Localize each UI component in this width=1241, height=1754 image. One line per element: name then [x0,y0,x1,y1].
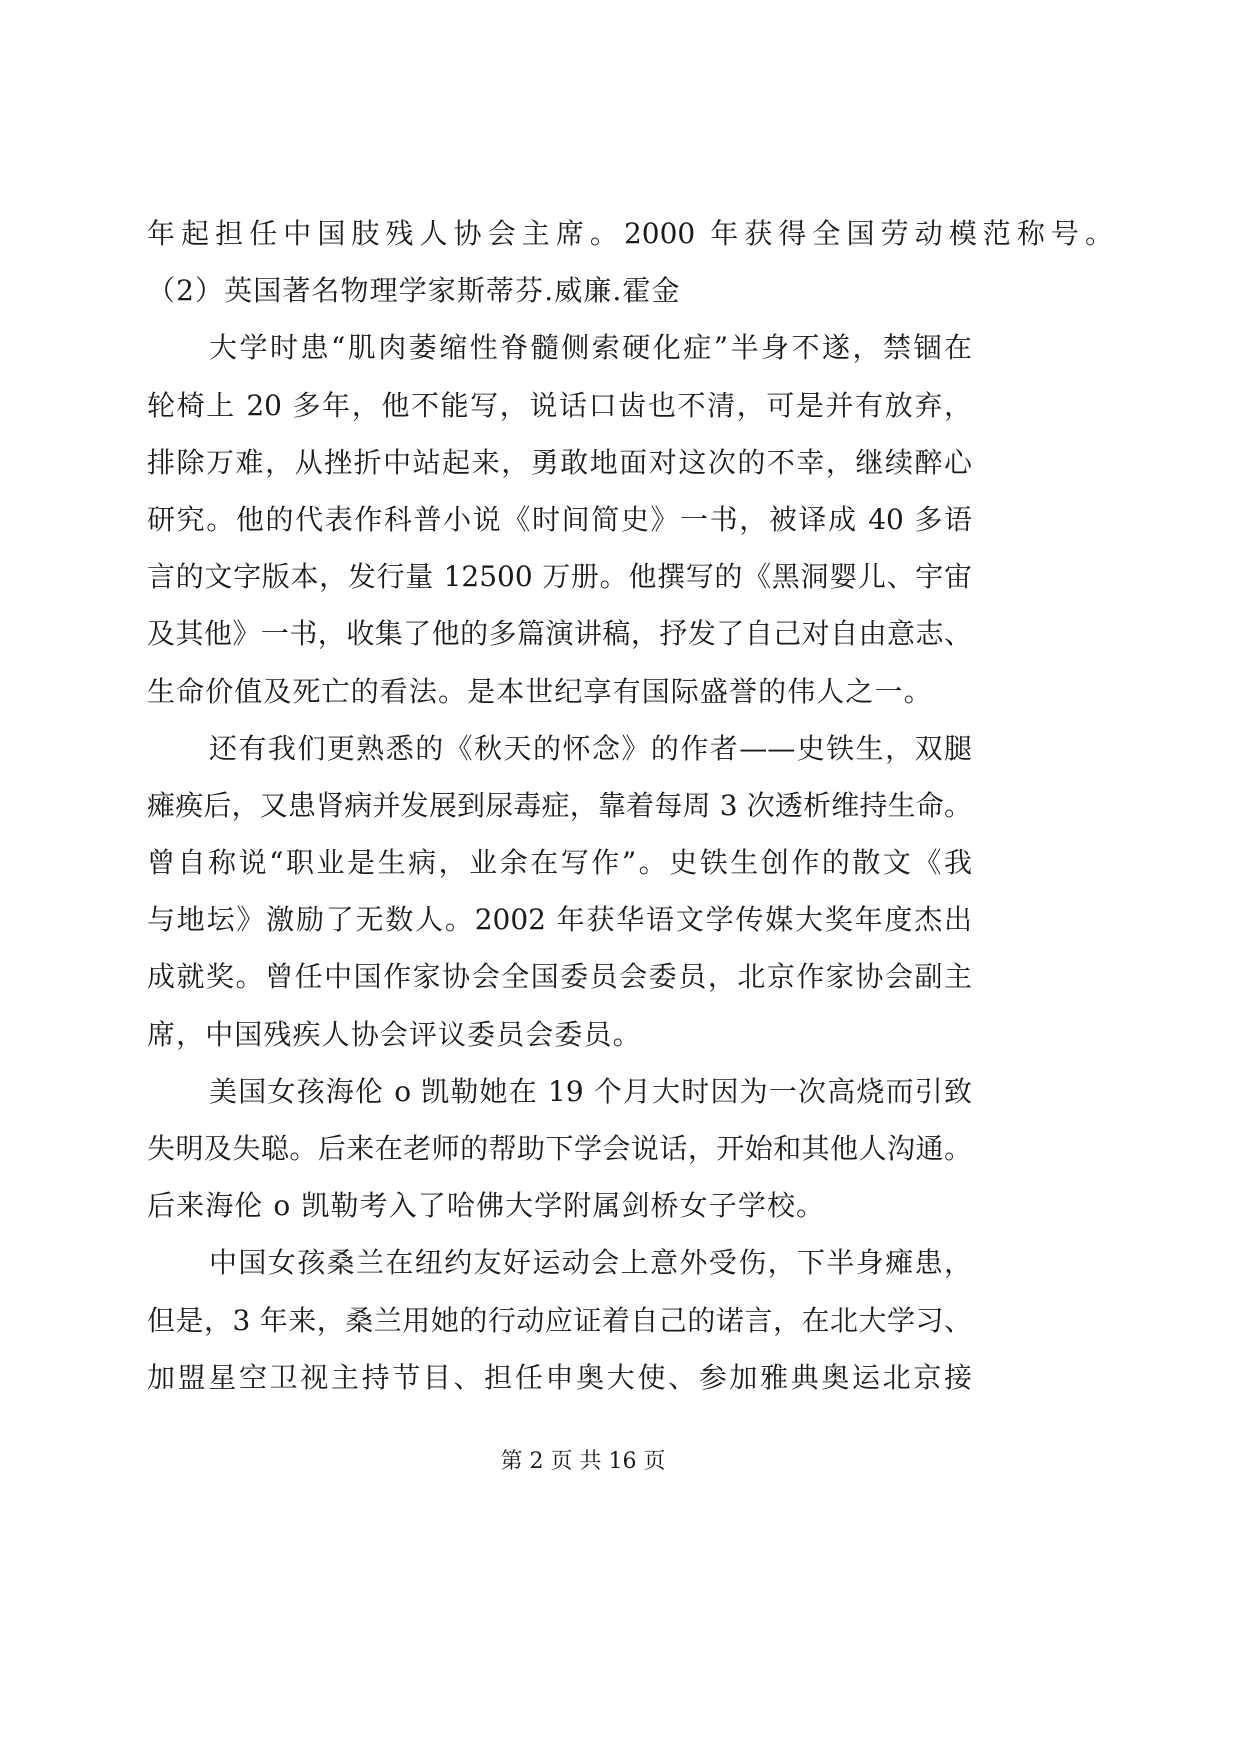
text-line: 曾自称说“职业是生病，业余在写作”。史铁生创作的散文《我 [147,846,972,880]
text-line: 但是，3 年来，桑兰用她的行动应证着自己的诺言，在北大学习、 [147,1303,972,1337]
text-line: 后来海伦 o 凯勒考入了哈佛大学附属剑桥女子学校。 [147,1189,826,1223]
text-line: 美国女孩海伦 o 凯勒她在 19 个月大时因为一次高烧而引致 [209,1074,972,1108]
text-line: 研究。他的代表作科普小说《时间简史》一书，被译成 40 多语 [147,502,972,536]
page-number-footer: 第 2 页 共 16 页 [500,1449,666,1474]
text-line: 与地坛》激励了无数人。2002 年获华语文学传媒大奖年度杰出 [147,903,972,937]
text-line: 席，中国残疾人协会评议委员会委员。 [147,1017,642,1051]
paragraph-hawking [147,319,1113,719]
text-line: 成就奖。曾任中国作家协会全国委员会委员，北京作家协会副主 [147,960,972,994]
text-line: 大学时患“肌肉萎缩性脊髓侧索硬化症”半身不遂，禁锢在 [209,331,972,365]
document-body [147,205,1113,1406]
section-heading [147,262,1113,319]
text-line: 及其他》一书，收集了他的多篇演讲稿，抒发了自己对自由意志、 [147,617,972,651]
text-line: 中国女孩桑兰在纽约友好运动会上意外受伤，下半身瘫患， [209,1246,972,1280]
text-line: 失明及失聪。后来在老师的帮助下学会说话，开始和其他人沟通。 [147,1132,972,1165]
paragraph-continuation [147,205,1113,262]
text-line: 年起担任中国肢残人协会主席。2000 年获得全国劳动模范称号。 [147,217,1113,250]
text-line: 轮椅上 20 多年，他不能写，说话口齿也不清，可是并有放弃， [147,388,972,422]
text-line: 生命价值及死亡的看法。是本世纪享有国际盛誉的伟人之一。 [147,674,933,708]
paragraph-helen-keller [147,1063,1113,1235]
text-line: 加盟星空卫视主持节目、担任申奥大使、参加雅典奥运北京接 [147,1360,972,1394]
text-line: 还有我们更熟悉的《秋天的怀念》的作者——史铁生，双腿 [209,731,972,765]
heading-line: （2）英国著名物理学家斯蒂芬.威廉.霍金 [147,274,681,308]
text-line: 瘫痪后，又患肾病并发展到尿毒症，靠着每周 3 次透析维持生命。 [147,788,972,822]
paragraph-sang-lan [147,1234,1113,1406]
text-line: 排除万难，从挫折中站起来，勇敢地面对这次的不幸，继续醉心 [147,445,972,479]
paragraph-shi-tiesheng [147,720,1113,1063]
text-line: 言的文字版本，发行量 12500 万册。他撰写的《黑洞婴儿、宇宙 [147,560,972,594]
